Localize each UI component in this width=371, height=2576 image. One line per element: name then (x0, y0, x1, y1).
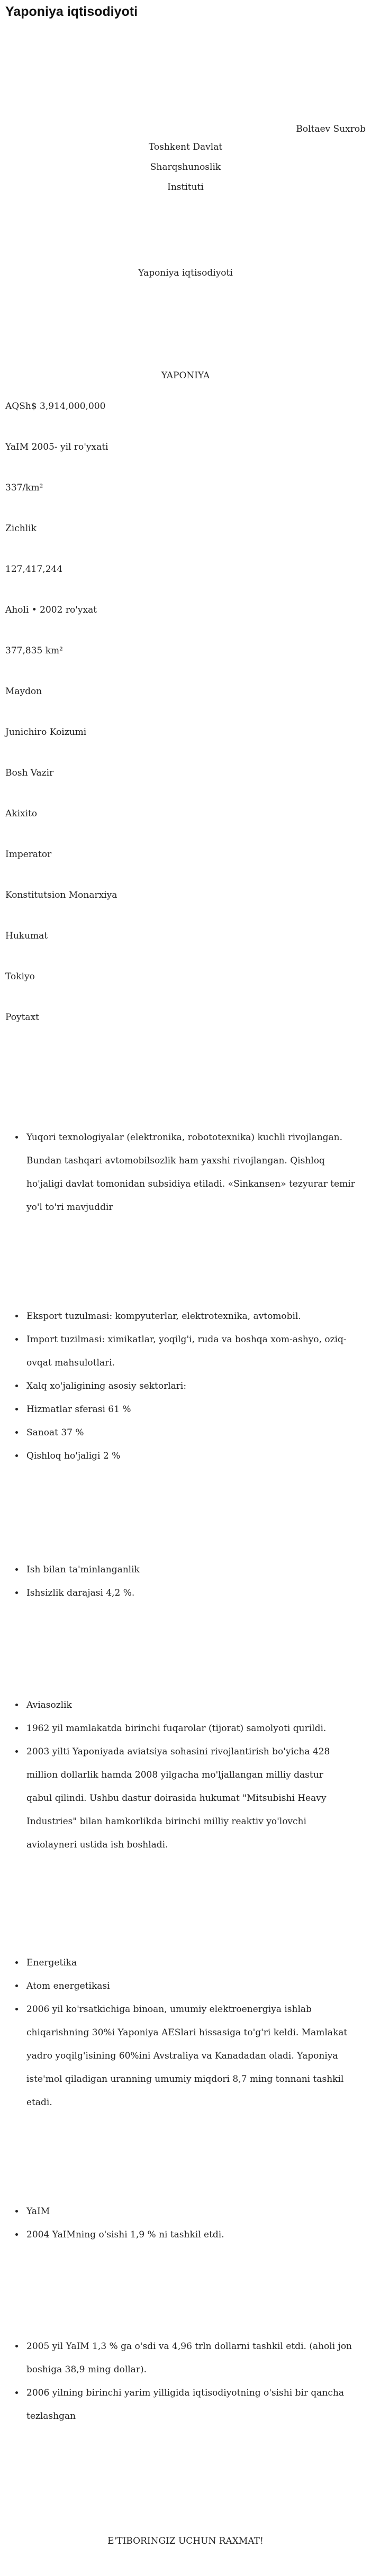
list-item: • Hizmatlar sferasi 61 % (24, 1398, 371, 1421)
institution-line-2: Sharqshunoslik (150, 162, 221, 172)
fact-emperor-label: Imperator (5, 849, 52, 860)
list-item: • 2005 yil YaIM 1,3 % ga o'sdi va 4,96 trln dollarni tashkil etdi. (aholi jon boshiga 38,9 ming dollar). (24, 2335, 371, 2381)
fact-capital-label: Poytaxt (5, 1012, 39, 1023)
list-item: • 1962 yil mamlakatda birinchi fuqarolar (tijorat) samolyoti qurildi. (24, 1717, 371, 1740)
list-item: • 2003 yilti Yaponiyada aviatsiya sohasini rivojlantirish bo'yicha 428 million dollarlik hamda 2008 yilgacha mo'ljallangan milliy dastur qabul qilindi. Ushbu dastur doirasida hukumat "Mitsubishi Heavy Industries" bilan hamkorlikda birinchi milliy reaktiv yo'lovchi aviolayneri ustida ish boshladi. (24, 1740, 371, 1856)
document-title: Yaponiya iqtisodiyoti (5, 4, 138, 19)
institution-line-3: Instituti (167, 182, 204, 193)
list-item: • 2006 yilning birinchi yarim yilligida iqtisodiyotning o'sishi bir qancha tezlashgan (24, 2381, 371, 2428)
fact-population-label: Aholi • 2002 ro'yxat (5, 605, 97, 615)
fact-capital-value: Tokiyo (5, 971, 35, 982)
list-item: • Atom energetikasi (24, 1974, 371, 1998)
list-item: • Energetika (24, 1951, 371, 1974)
fact-government-value: Konstitutsion Monarxiya (5, 890, 117, 900)
fact-density-value: 337/km² (5, 483, 43, 493)
section-gdp (14, 2200, 371, 2246)
list-item: • Aviasozlik (24, 1694, 371, 1717)
fact-density-label: Zichlik (5, 523, 37, 534)
section-aviation (14, 1694, 371, 1856)
fact-gdp-label: YaIM 2005- yil ro'yxati (5, 442, 108, 452)
list-item: • Ishsizlik darajasi 4,2 %. (24, 1581, 371, 1605)
section-trade (14, 1305, 371, 1468)
list-item: • Qishloq ho'jaligi 2 % (24, 1444, 371, 1468)
list-item: • 2006 yil ko'rsatkichiga binoan, umumiy elektroenergiya ishlab chiqarishning 30%i Yaponiya AESlari hissasiga to'g'ri keldi. Mamlakat yadro yoqilg'isining 60%ini Avstraliya va Kanadadan oladi. Yaponiya iste'mol qiladigan uranning umumiy miqdori 8,7 ming tonnani tashkil etadi. (24, 1998, 371, 2114)
list-item: • Ish bilan ta'minlanganlik (24, 1558, 371, 1581)
country-heading: YAPONIYA (161, 370, 210, 381)
fact-pm-label: Bosh Vazir (5, 768, 54, 778)
section-employment (14, 1558, 371, 1605)
fact-area-label: Maydon (5, 686, 42, 697)
fact-emperor-value: Akixito (5, 808, 38, 819)
list-item: • Sanoat 37 % (24, 1421, 371, 1444)
fact-pm-value: Junichiro Koizumi (5, 727, 87, 738)
institution-line-1: Toshkent Davlat (148, 142, 223, 152)
section-energy (14, 1951, 371, 2114)
fact-government-label: Hukumat (5, 931, 48, 941)
list-item: • Eksport tuzulmasi: kompyuterlar, elektrotexnika, avtomobil. (24, 1305, 371, 1328)
fact-area-value: 377,835 km² (5, 645, 63, 656)
fact-population-value: 127,417,244 (5, 564, 63, 575)
list-item: • 2004 YaIMning o'sishi 1,9 % ni tashkil etdi. (24, 2223, 371, 2246)
country-facts (5, 401, 117, 1053)
list-item: • Import tuzilmasi: ximikatlar, yoqilg'i, ruda va boshqa xom-ashyo, oziq- ovqat mahsulotlari. (24, 1328, 371, 1375)
section-technology (14, 1126, 371, 1219)
list-item: • Yuqori texnologiyalar (elektronika, robototexnika) kuchli rivojlangan. Bundan tashqari avtomobilsozlik ham yaxshi rivojlangan. Qishloq ho'jaligi davlat tomonidan subsidiya etiladi. «Sinkansen» tezyurar temir yo'l to'ri mavjuddir (24, 1126, 371, 1219)
list-item: • Xalq xo'jaligining asosiy sektorlari: (24, 1375, 371, 1398)
list-item: • YaIM (24, 2200, 371, 2223)
subtitle: Yaponiya iqtisodiyoti (138, 268, 233, 278)
closing-message: E'TIBORINGIZ UCHUN RAXMAT! (107, 2536, 264, 2546)
section-growth (14, 2335, 371, 2428)
author-name: Boltaev Suxrob (296, 124, 366, 134)
fact-gdp-value: AQSh$ 3,914,000,000 (5, 401, 106, 412)
